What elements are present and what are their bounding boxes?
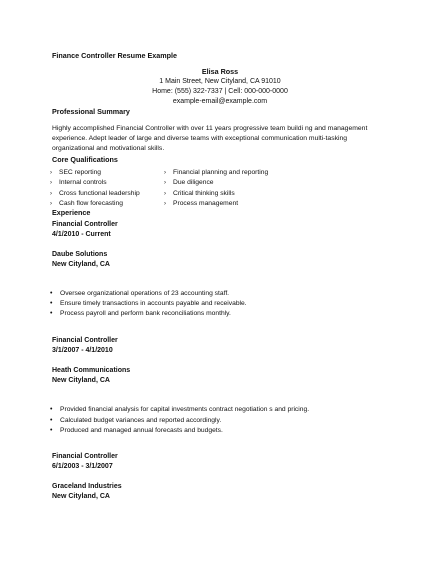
address: 1 Main Street, New Cityland, CA 91010 (159, 78, 281, 85)
job-bullet: • Oversee organizational operations of 23 accounting staff. (50, 290, 230, 297)
company-location: New Cityland, CA (52, 377, 110, 384)
job-bullet: • Process payroll and perform bank reconciliations monthly. (50, 310, 231, 317)
job-dates: 3/1/2007 - 4/1/2010 (52, 347, 113, 354)
summary-line: organizational and motivational skills. (52, 145, 165, 152)
job-bullet: • Calculated budget variances and reported accordingly. (50, 417, 222, 424)
company-location: New Cityland, CA (52, 493, 110, 500)
bullet-icon: › (50, 180, 52, 186)
qualification-item: › Cross functional leadership (50, 190, 140, 197)
experience-heading: Experience (52, 208, 91, 217)
bullet-icon: • (50, 406, 53, 413)
qualification-item: › Due diligence (164, 179, 214, 186)
bullet-icon: • (50, 300, 53, 307)
bullet-icon: • (50, 417, 53, 424)
qualification-item: › Process management (164, 200, 239, 207)
summary-line: Highly accomplished Financial Controller with over 11 years progressive team buildi ng and management (52, 125, 368, 132)
company-name: Heath Communications (52, 367, 131, 374)
qualification-item: › Cash flow forecasting (50, 200, 123, 207)
company-location: New Cityland, CA (52, 261, 110, 268)
bullet-icon: › (164, 170, 166, 176)
qualifications-heading: Core Qualifications (52, 155, 118, 164)
bullet-icon: • (50, 427, 53, 434)
email: example-email@example.com (172, 98, 268, 105)
job-title: Financial Controller (52, 453, 118, 460)
qualification-item: › SEC reporting (50, 169, 102, 176)
bullet-icon: › (50, 201, 52, 207)
job-bullet: • Ensure timely transactions in accounts payable and receivable. (50, 300, 247, 307)
bullet-icon: › (164, 191, 166, 197)
job-dates: 4/1/2010 - Current (52, 231, 111, 238)
job-title: Financial Controller (52, 221, 118, 228)
candidate-name: Elisa Ross (201, 67, 239, 76)
bullet-icon: • (50, 290, 53, 297)
bullet-icon: › (164, 180, 166, 186)
phone: Home: (555) 322-7337 | Cell: 000-000-0000 (152, 88, 288, 95)
job-bullet: • Produced and managed annual forecasts and budgets. (50, 427, 223, 434)
job-bullet: • Provided financial analysis for capital investments contract negotiation s and pricing. (50, 406, 310, 413)
document-title: Finance Controller Resume Example (52, 51, 178, 60)
bullet-icon: › (164, 201, 166, 207)
bullet-icon: › (50, 170, 52, 176)
qualification-item: › Financial planning and reporting (164, 169, 269, 176)
bullet-icon: › (50, 191, 52, 197)
bullet-icon: • (50, 310, 53, 317)
company-name: Daube Solutions (52, 251, 108, 258)
qualification-item: › Internal controls (50, 179, 107, 186)
qualification-item: › Critical thinking skills (164, 190, 235, 197)
summary-heading: Professional Summary (52, 107, 130, 116)
summary-line: experience. Adept leader of large and diverse teams with exceptional communication multi-tasking (52, 135, 348, 142)
job-dates: 6/1/2003 - 3/1/2007 (52, 463, 113, 470)
company-name: Graceland Industries (52, 483, 122, 490)
job-title: Financial Controller (52, 337, 118, 344)
